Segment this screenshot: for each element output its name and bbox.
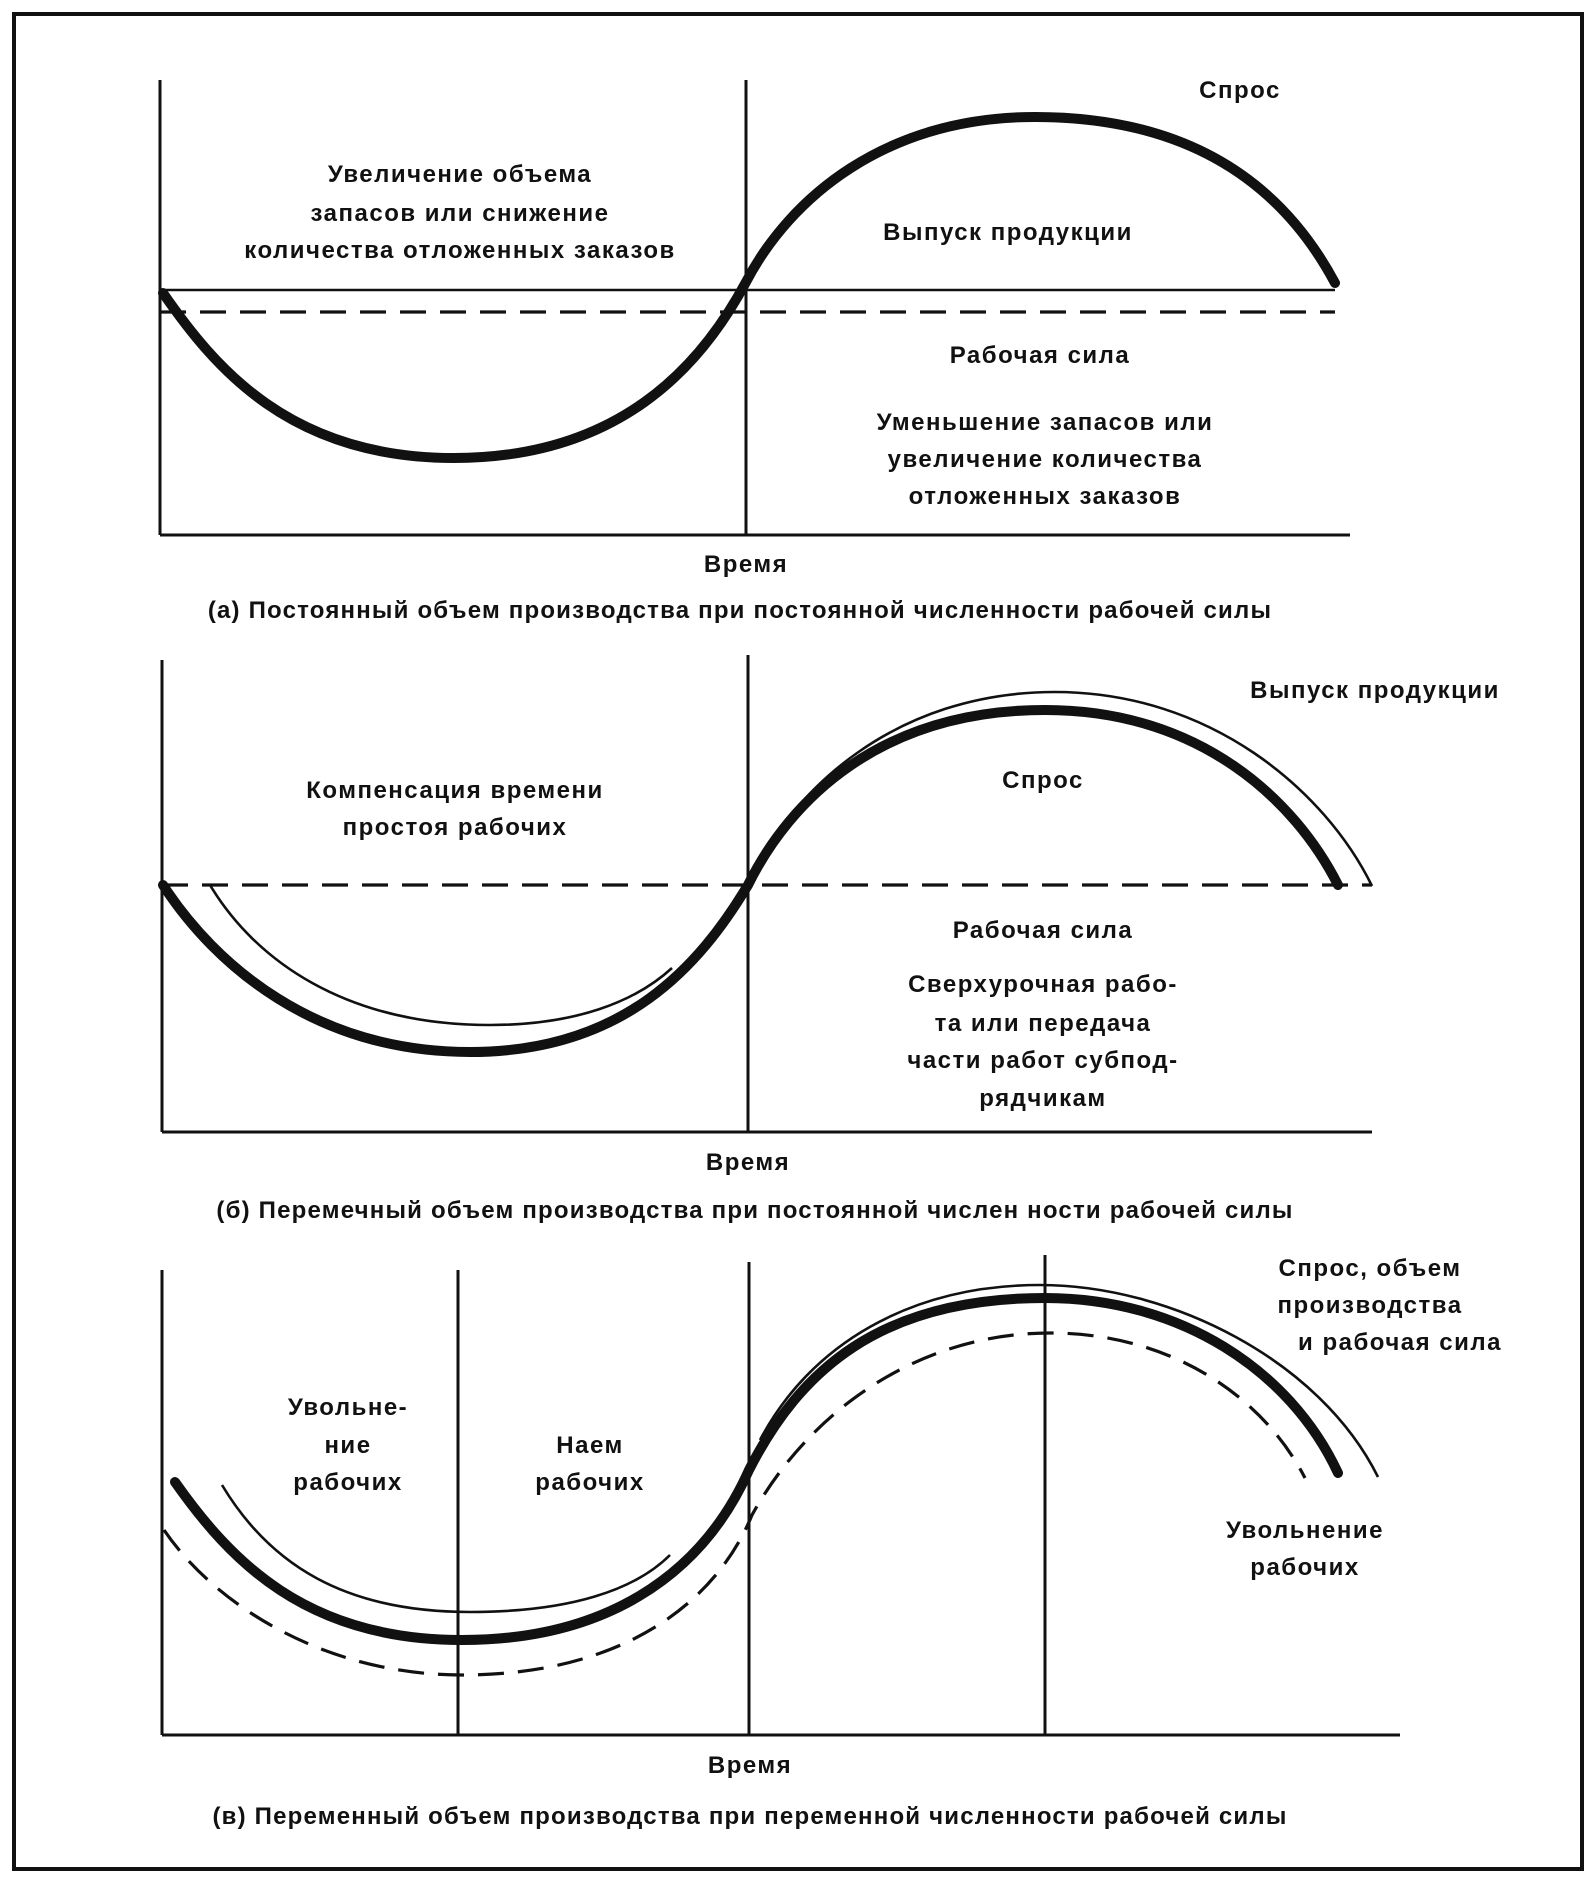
panel-a-label-increase-3: количества отложенных заказов [244,237,676,264]
panel-c [162,1255,1502,1830]
panel-b-label-output: Выпуск продукции [1250,677,1500,704]
panel-b-label-demand: Спрос [1002,767,1084,794]
panel-b-label-comp-2: простоя рабочих [342,814,568,841]
panel-c-label-fire-1: Увольне- [287,1394,409,1421]
panel-a-label-increase-2: запасов или снижение [310,200,610,227]
panel-b-x-label: Время [705,1149,791,1176]
panel-c-caption: (в) Переменный объем производства при переменной численности рабочей силы [212,1803,1288,1830]
panel-c-label-hire-2: рабочих [535,1469,645,1496]
panel-c-label-fire2-2: рабочих [1250,1554,1360,1581]
panel-a-x-label: Время [703,551,789,578]
panel-c-legend-3: и рабочая сила [1298,1329,1502,1356]
outer-frame [14,14,1582,1869]
panel-a-label-decrease-1: Уменьшение запасов или [876,409,1214,436]
panel-a-label-workforce: Рабочая сила [949,342,1131,369]
panel-a-label-decrease-2: увеличение количества [887,446,1203,473]
panel-a-label-output: Выпуск продукции [883,219,1133,246]
panel-c-legend-1: Спрос, объем [1278,1255,1462,1282]
panel-b-demand-curve [163,710,1338,1052]
panel-b-label-ot-4: рядчикам [979,1085,1107,1112]
panel-a [160,77,1350,624]
panel-a-caption: (а) Постоянный объем производства при постоянной численности рабочей силы [207,597,1273,624]
panel-b [162,655,1500,1224]
panel-b-caption: (б) Перемечный объем производства при постоянной числен ности рабочей силы [216,1197,1294,1224]
panel-b-label-comp-1: Компенсация времени [306,777,604,804]
panel-b-label-workforce: Рабочая сила [952,917,1134,944]
panel-c-legend-2: производства [1277,1292,1463,1319]
panel-c-label-fire2-1: Увольнение [1226,1517,1384,1544]
panel-a-label-decrease-3: отложенных заказов [908,483,1182,510]
panel-a-label-increase-1: Увеличение объема [327,161,593,188]
panel-b-label-ot-1: Сверхурочная рабо- [908,971,1178,998]
panel-c-label-fire-3: рабочих [293,1469,403,1496]
panel-a-label-demand: Спрос [1199,77,1281,104]
panel-b-label-ot-2: та или передача [934,1010,1152,1037]
panel-c-label-hire-1: Наем [556,1432,624,1459]
panel-c-x-label: Время [707,1752,793,1779]
panel-c-label-fire-2: ние [324,1432,372,1459]
panel-b-label-ot-3: части работ субпод- [907,1047,1179,1074]
